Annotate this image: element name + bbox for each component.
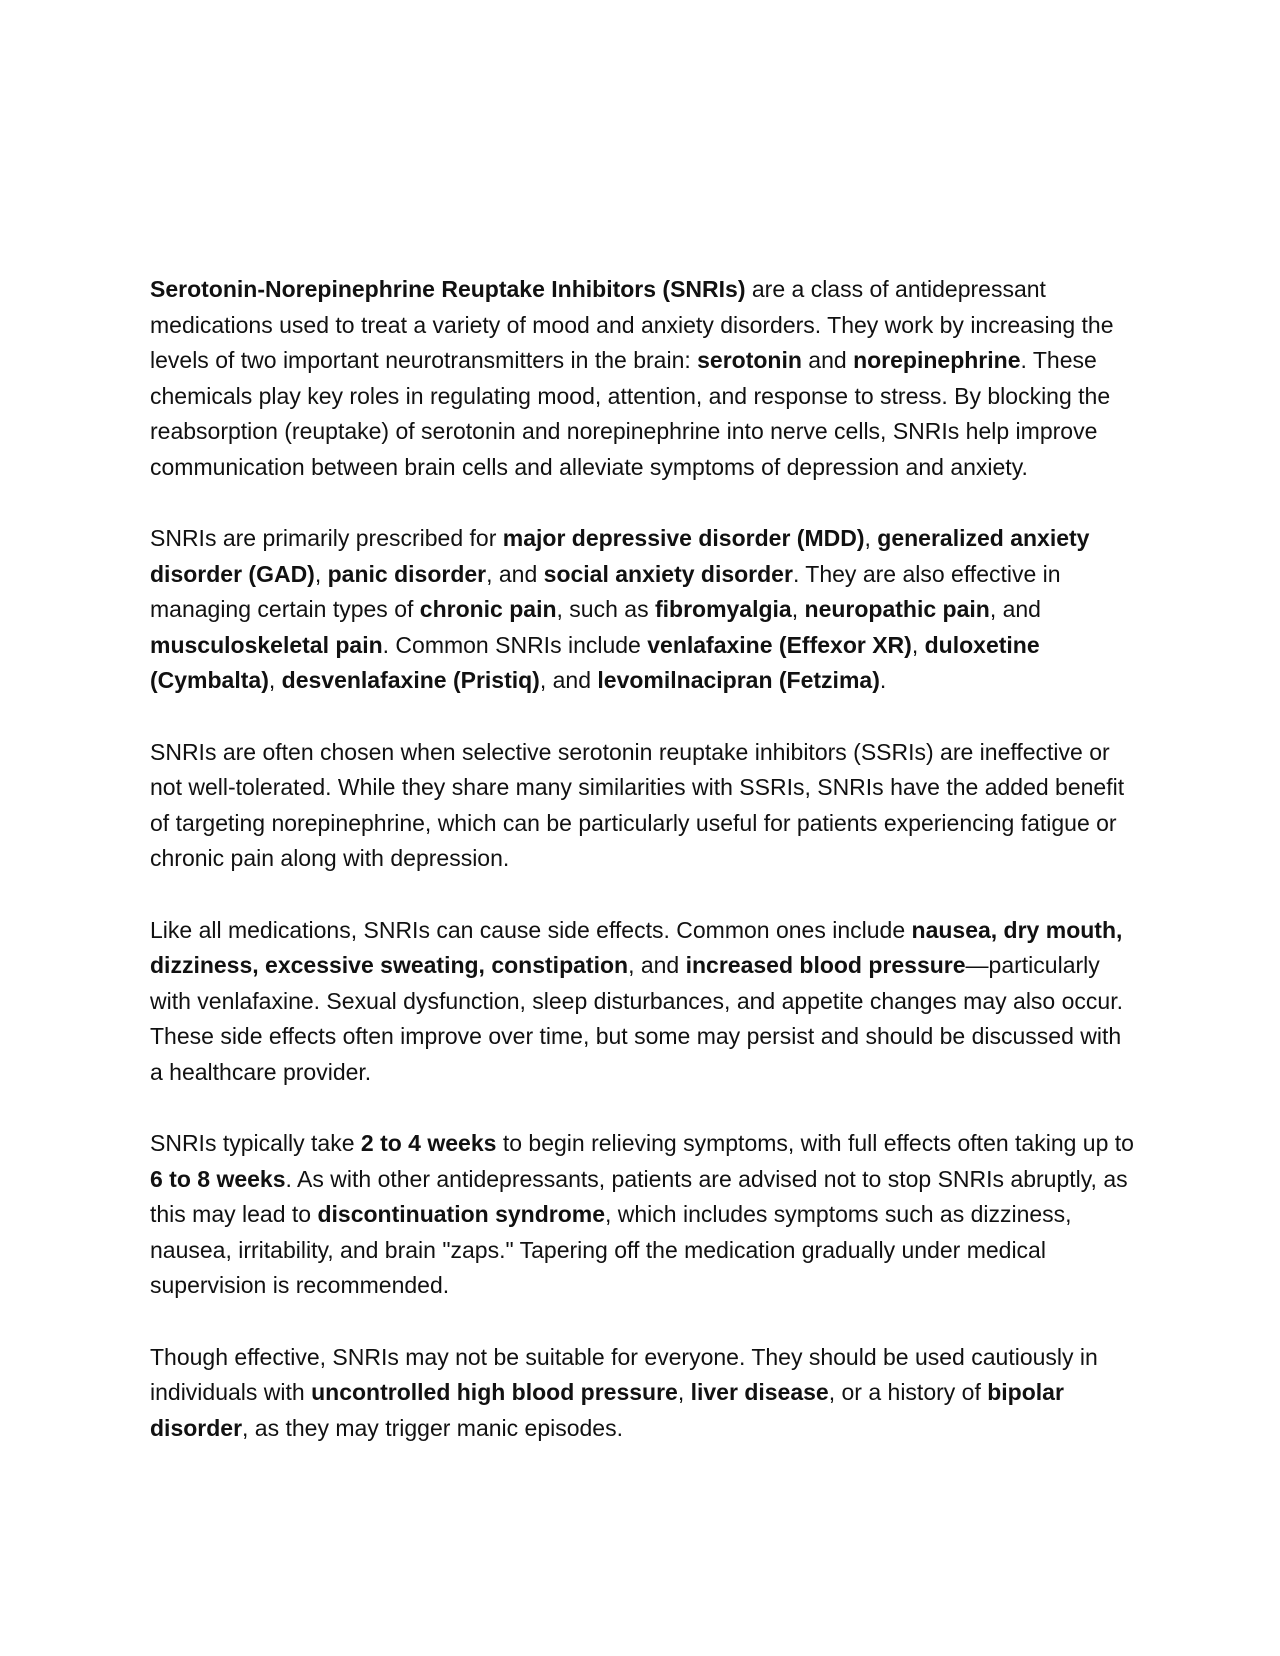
paragraph-snri-overview [150, 272, 1140, 485]
run-text: Like all medications, SNRIs can cause side effects. Common ones include [150, 916, 912, 943]
run-text: , [677, 1379, 691, 1405]
run-text: , [314, 560, 328, 587]
run-text: , and [628, 952, 686, 978]
run-bold: neuropathic pain [804, 596, 990, 622]
paragraph-onset-discontinuation [150, 1126, 1140, 1304]
run-bold: levomilnacipran (Fetzima) [597, 667, 880, 693]
run-text: , such as [556, 596, 655, 622]
paragraph-indications [150, 521, 1140, 699]
run-bold: bipolar disorder [150, 1379, 1064, 1441]
run-text: . As with other antidepressants, patients are advised not to stop SNRIs abruptly, as this may lead to [150, 1165, 1128, 1227]
run-bold: chronic pain [419, 596, 557, 622]
run-bold: duloxetine (Cymbalta) [150, 631, 1040, 693]
run-text: and [801, 347, 854, 373]
run-text: . They are also effective in managing certain types of [150, 560, 1061, 622]
run-text: . These chemicals play key roles in regulating mood, attention, and response to stress. By blocking the reabsorption (reuptake) of serotonin and norepinephrine into nerve cells, SNRIs help improve communication between brain cells and alleviate symptoms of depression and anxiety. [150, 347, 1111, 480]
run-text: , [911, 631, 925, 658]
run-bold: venlafaxine (Effexor XR) [647, 631, 912, 658]
run-text: , [791, 596, 805, 622]
paragraph-side-effects [150, 913, 1140, 1091]
run-text: SNRIs are primarily prescribed for [150, 525, 503, 551]
run-text: , and [486, 560, 544, 587]
run-text: . Common SNRIs include [382, 631, 648, 658]
run-text: , [864, 525, 878, 551]
run-bold: uncontrolled high blood pressure [311, 1379, 678, 1405]
run-text: to begin relieving symptoms, with full effects often taking up to [496, 1130, 1134, 1156]
run-bold: liver disease [690, 1379, 829, 1405]
run-text: . [879, 667, 887, 693]
run-text: are a class of antidepressant medications used to treat a variety of mood and anxiety disorders. They work by increasing the levels of two important neurotransmitters in the brain: [150, 276, 1114, 373]
run-bold: increased blood pressure [685, 952, 966, 978]
run-bold: norepinephrine [853, 347, 1021, 373]
run-bold: fibromyalgia [654, 596, 792, 622]
run-bold: panic disorder [327, 560, 487, 587]
run-text: —particularly with venlafaxine. Sexual dysfunction, sleep disturbances, and appetite changes may also occur. These side effects often improve over time, but some may persist and should be discussed with a healthcare provider. [150, 952, 1123, 1085]
run-bold: social anxiety disorder [543, 560, 793, 587]
run-text: , and [989, 596, 1041, 622]
paragraph-cautions [150, 1340, 1140, 1447]
paragraph-vs-ssris [150, 735, 1140, 877]
run-text: , which includes symptoms such as dizziness, nausea, irritability, and brain "zaps." Tapering off the medication gradually under medical supervision is recommended. [150, 1201, 1072, 1298]
run-bold: serotonin [697, 347, 802, 373]
run-bold: Serotonin-Norepinephrine Reuptake Inhibitors (SNRIs) [150, 276, 746, 302]
run-bold: musculoskeletal pain [150, 631, 383, 658]
run-text: , or a history of [828, 1379, 988, 1405]
document-page [150, 272, 1140, 1482]
run-bold: major depressive disorder (MDD) [502, 525, 865, 551]
run-bold: generalized anxiety disorder (GAD) [150, 525, 1090, 587]
run-bold: 2 to 4 weeks [360, 1130, 497, 1156]
run-text: Though effective, SNRIs may not be suitable for everyone. They should be used cautiously in individuals with [150, 1343, 1098, 1405]
run-text: SNRIs are often chosen when selective serotonin reuptake inhibitors (SSRIs) are ineffective or not well-tolerated. While they share many similarities with SSRIs, SNRIs have the added benefit of targeting norepinephrine, which can be particularly useful for patients experiencing fatigue or chronic pain along with depression. [150, 738, 1125, 871]
run-bold: discontinuation syndrome [317, 1201, 605, 1227]
run-text: SNRIs typically take [150, 1130, 361, 1156]
run-text: , as they may trigger manic episodes. [242, 1414, 623, 1441]
run-bold: 6 to 8 weeks [150, 1165, 286, 1192]
run-text: , [268, 667, 282, 693]
run-bold: desvenlafaxine (Pristiq) [281, 667, 540, 693]
run-bold: nausea, dry mouth, dizziness, excessive sweating, constipation [150, 916, 1123, 978]
run-text: , and [539, 667, 598, 693]
